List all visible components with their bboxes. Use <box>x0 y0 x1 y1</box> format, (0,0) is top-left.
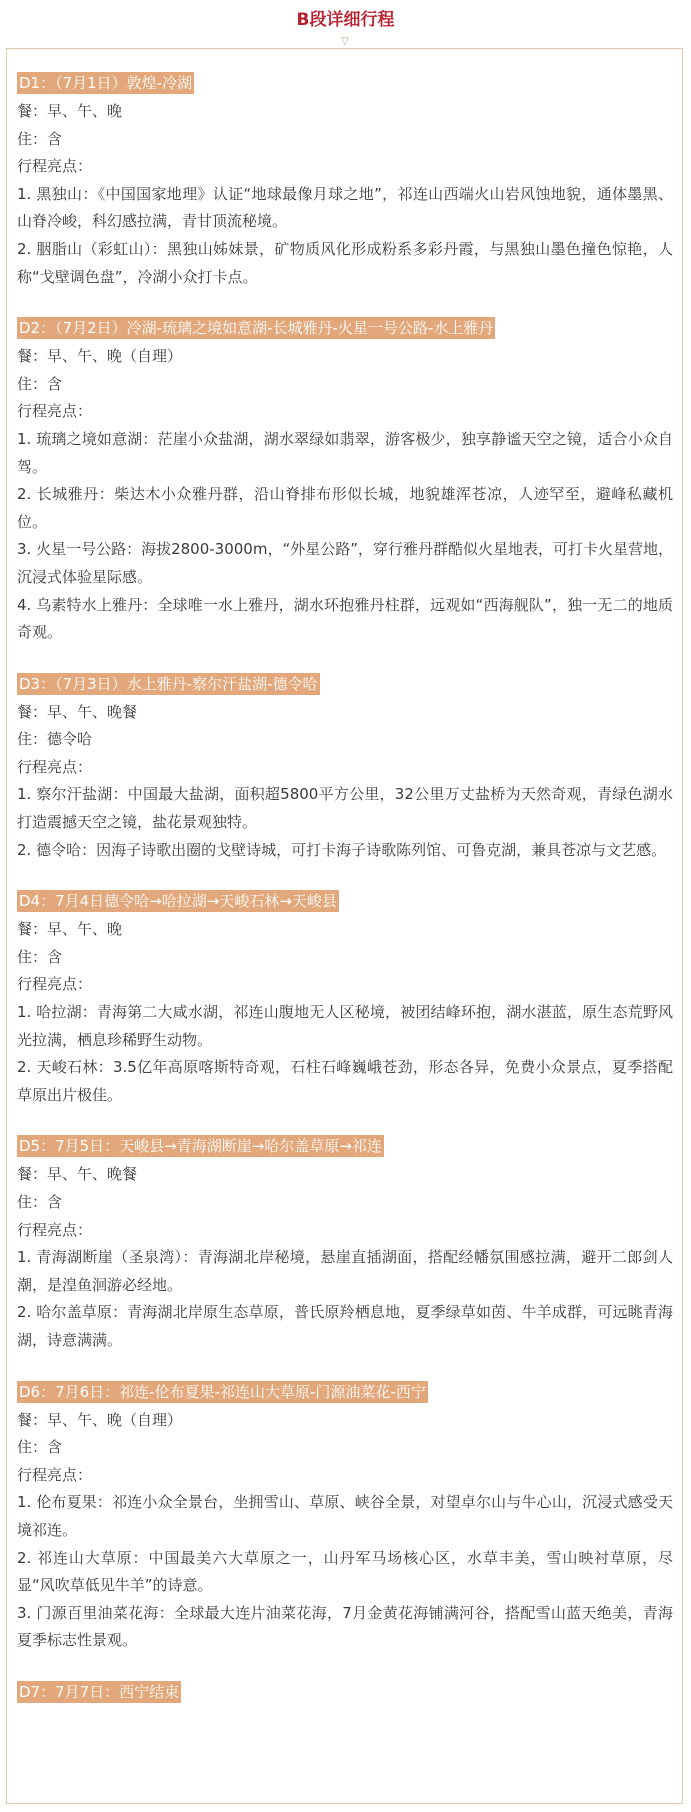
day-header: D4：7月4日德令哈→哈拉湖→天峻石林→天峻县 <box>19 892 337 911</box>
day-section <box>17 890 673 1109</box>
day-section <box>17 317 673 647</box>
highlight-item: 2. 祁连山大草原：中国最美六大草原之一，山丹军马场核心区，水草丰美，雪山映衬草原，尽显“风吹草低见牛羊”的诗意。 <box>17 1548 673 1595</box>
highlight-item: 2. 哈尔盖草原：青海湖北岸原生态草原，普氏原羚栖息地，夏季绿草如茵、牛羊成群，可远眺青海湖，诗意满满。 <box>17 1303 673 1349</box>
highlights-label: 行程亮点： <box>17 757 93 776</box>
highlight-item: 4. 乌素特水上雅丹：全球唯一水上雅丹，湖水环抱雅丹柱群，远观如“西海舰队”，独一无二的地质奇观。 <box>17 595 673 642</box>
highlight-item: 1. 黑独山：《中国国家地理》认证“地球最像月球之地”，祁连山西端火山岩风蚀地貌，通体墨黑、山脊冷峻，科幻感拉满，青甘顶流秘境。 <box>17 184 673 231</box>
day-section <box>17 673 673 865</box>
meals-info: 餐：早、午、晚（自理） <box>17 1410 183 1429</box>
day-section <box>17 1135 673 1354</box>
day-header: D3：（7月3日）水上雅丹-察尔汗盐湖-德令哈 <box>19 674 318 693</box>
day-header: D6：7月6日：祁连-伦布夏果-祁连山大草原-门源油菜花-西宁 <box>19 1382 426 1401</box>
meals-info: 餐：早、午、晚 <box>17 102 123 120</box>
highlight-item: 2. 天峻石林：3.5亿年高原喀斯特奇观，石柱石峰巍峨苍劲，形态各异，免费小众景点，夏季搭配草原出片极佳。 <box>17 1058 673 1104</box>
page-title: B段详细行程 <box>296 10 395 30</box>
highlight-item: 1. 哈拉湖：青海第二大咸水湖，祁连山腹地无人区秘境，被团结峰环抱，湖水湛蓝，原生态荒野风光拉满，栖息珍稀野生动物。 <box>17 1003 673 1049</box>
day-header: D7：7月7日：西宁结束 <box>19 1682 180 1701</box>
highlight-item: 3. 火星一号公路：海拔2800-3000m，“外星公路”，穿行雅丹群酷似火星地表，可打卡火星营地，沉浸式体验星际感。 <box>17 540 673 586</box>
highlight-item: 2. 德令哈：因海子诗歌出圈的戈壁诗城，可打卡海子诗歌陈列馆、可鲁克湖，兼具苍凉与文艺感。 <box>17 840 667 859</box>
stay-info: 住：含 <box>17 1438 63 1457</box>
highlights-label: 行程亮点： <box>17 157 93 176</box>
stay-info: 住：含 <box>17 947 63 966</box>
highlights-label: 行程亮点： <box>17 975 93 994</box>
day-header: D1：（7月1日）敦煌-冷湖 <box>19 74 193 92</box>
highlight-item: 3. 门源百里油菜花海：全球最大连片油菜花海，7月金黄花海铺满河谷，搭配雪山蓝天绝美，青海夏季标志性景观。 <box>17 1603 673 1650</box>
meals-info: 餐：早、午、晚 <box>17 920 123 939</box>
day-section <box>17 1681 673 1707</box>
highlight-item: 1. 察尔汗盐湖：中国最大盐湖，面积超5800平方公里，32公里万丈盐桥为天然奇观，青绿色湖水打造震撼天空之镜，盐花景观独特。 <box>17 785 673 832</box>
highlight-item: 1. 琉璃之境如意湖：茫崖小众盐湖，湖水翠绿如翡翠，游客极少，独享静谧天空之镜，适合小众自驾。 <box>17 429 673 476</box>
highlights-label: 行程亮点： <box>17 1465 93 1484</box>
chevron-down-icon: ▽ <box>341 36 349 47</box>
stay-info: 住：含 <box>17 1193 63 1211</box>
day-section <box>17 72 673 291</box>
highlight-item: 2. 长城雅丹：柴达木小众雅丹群，沿山脊排布形似长城，地貌雄浑苍凉，人迹罕至，避峰私藏机位。 <box>17 485 673 531</box>
highlights-label: 行程亮点： <box>17 402 93 421</box>
highlight-item: 2. 胭脂山（彩虹山）：黑独山姊妹景，矿物质风化形成粉系多彩丹霞，与黑独山墨色撞色惊艳，人称“戈壁调色盘”，冷湖小众打卡点。 <box>17 239 673 286</box>
stay-info: 住：含 <box>17 129 63 148</box>
day-header: D5：7月5日：天峻县→青海湖断崖→哈尔盖草原→祁连 <box>19 1137 382 1156</box>
day-section <box>17 1381 673 1655</box>
highlight-item: 1. 青海湖断崖（圣泉湾）：青海湖北岸秘境，悬崖直插湖面，搭配经幡氛围感拉满，避开二郎剑人潮，是湟鱼洄游必经地。 <box>17 1248 673 1294</box>
meals-info: 餐：早、午、晚餐 <box>17 1165 138 1184</box>
stay-info: 住：含 <box>17 374 63 393</box>
day-header: D2：（7月2日）冷湖-琉璃之境如意湖-长城雅丹-火星一号公路-水上雅丹 <box>19 319 494 338</box>
meals-info: 餐：早、午、晚（自理） <box>17 347 183 366</box>
stay-info: 住：德令哈 <box>17 730 93 749</box>
meals-info: 餐：早、午、晚餐 <box>17 702 138 721</box>
itinerary-content <box>17 72 673 1733</box>
highlights-label: 行程亮点： <box>17 1220 93 1239</box>
highlight-item: 1. 伦布夏果：祁连小众全景台，坐拥雪山、草原、峡谷全景，对望卓尔山与牛心山，沉浸式感受天境祁连。 <box>17 1493 673 1539</box>
